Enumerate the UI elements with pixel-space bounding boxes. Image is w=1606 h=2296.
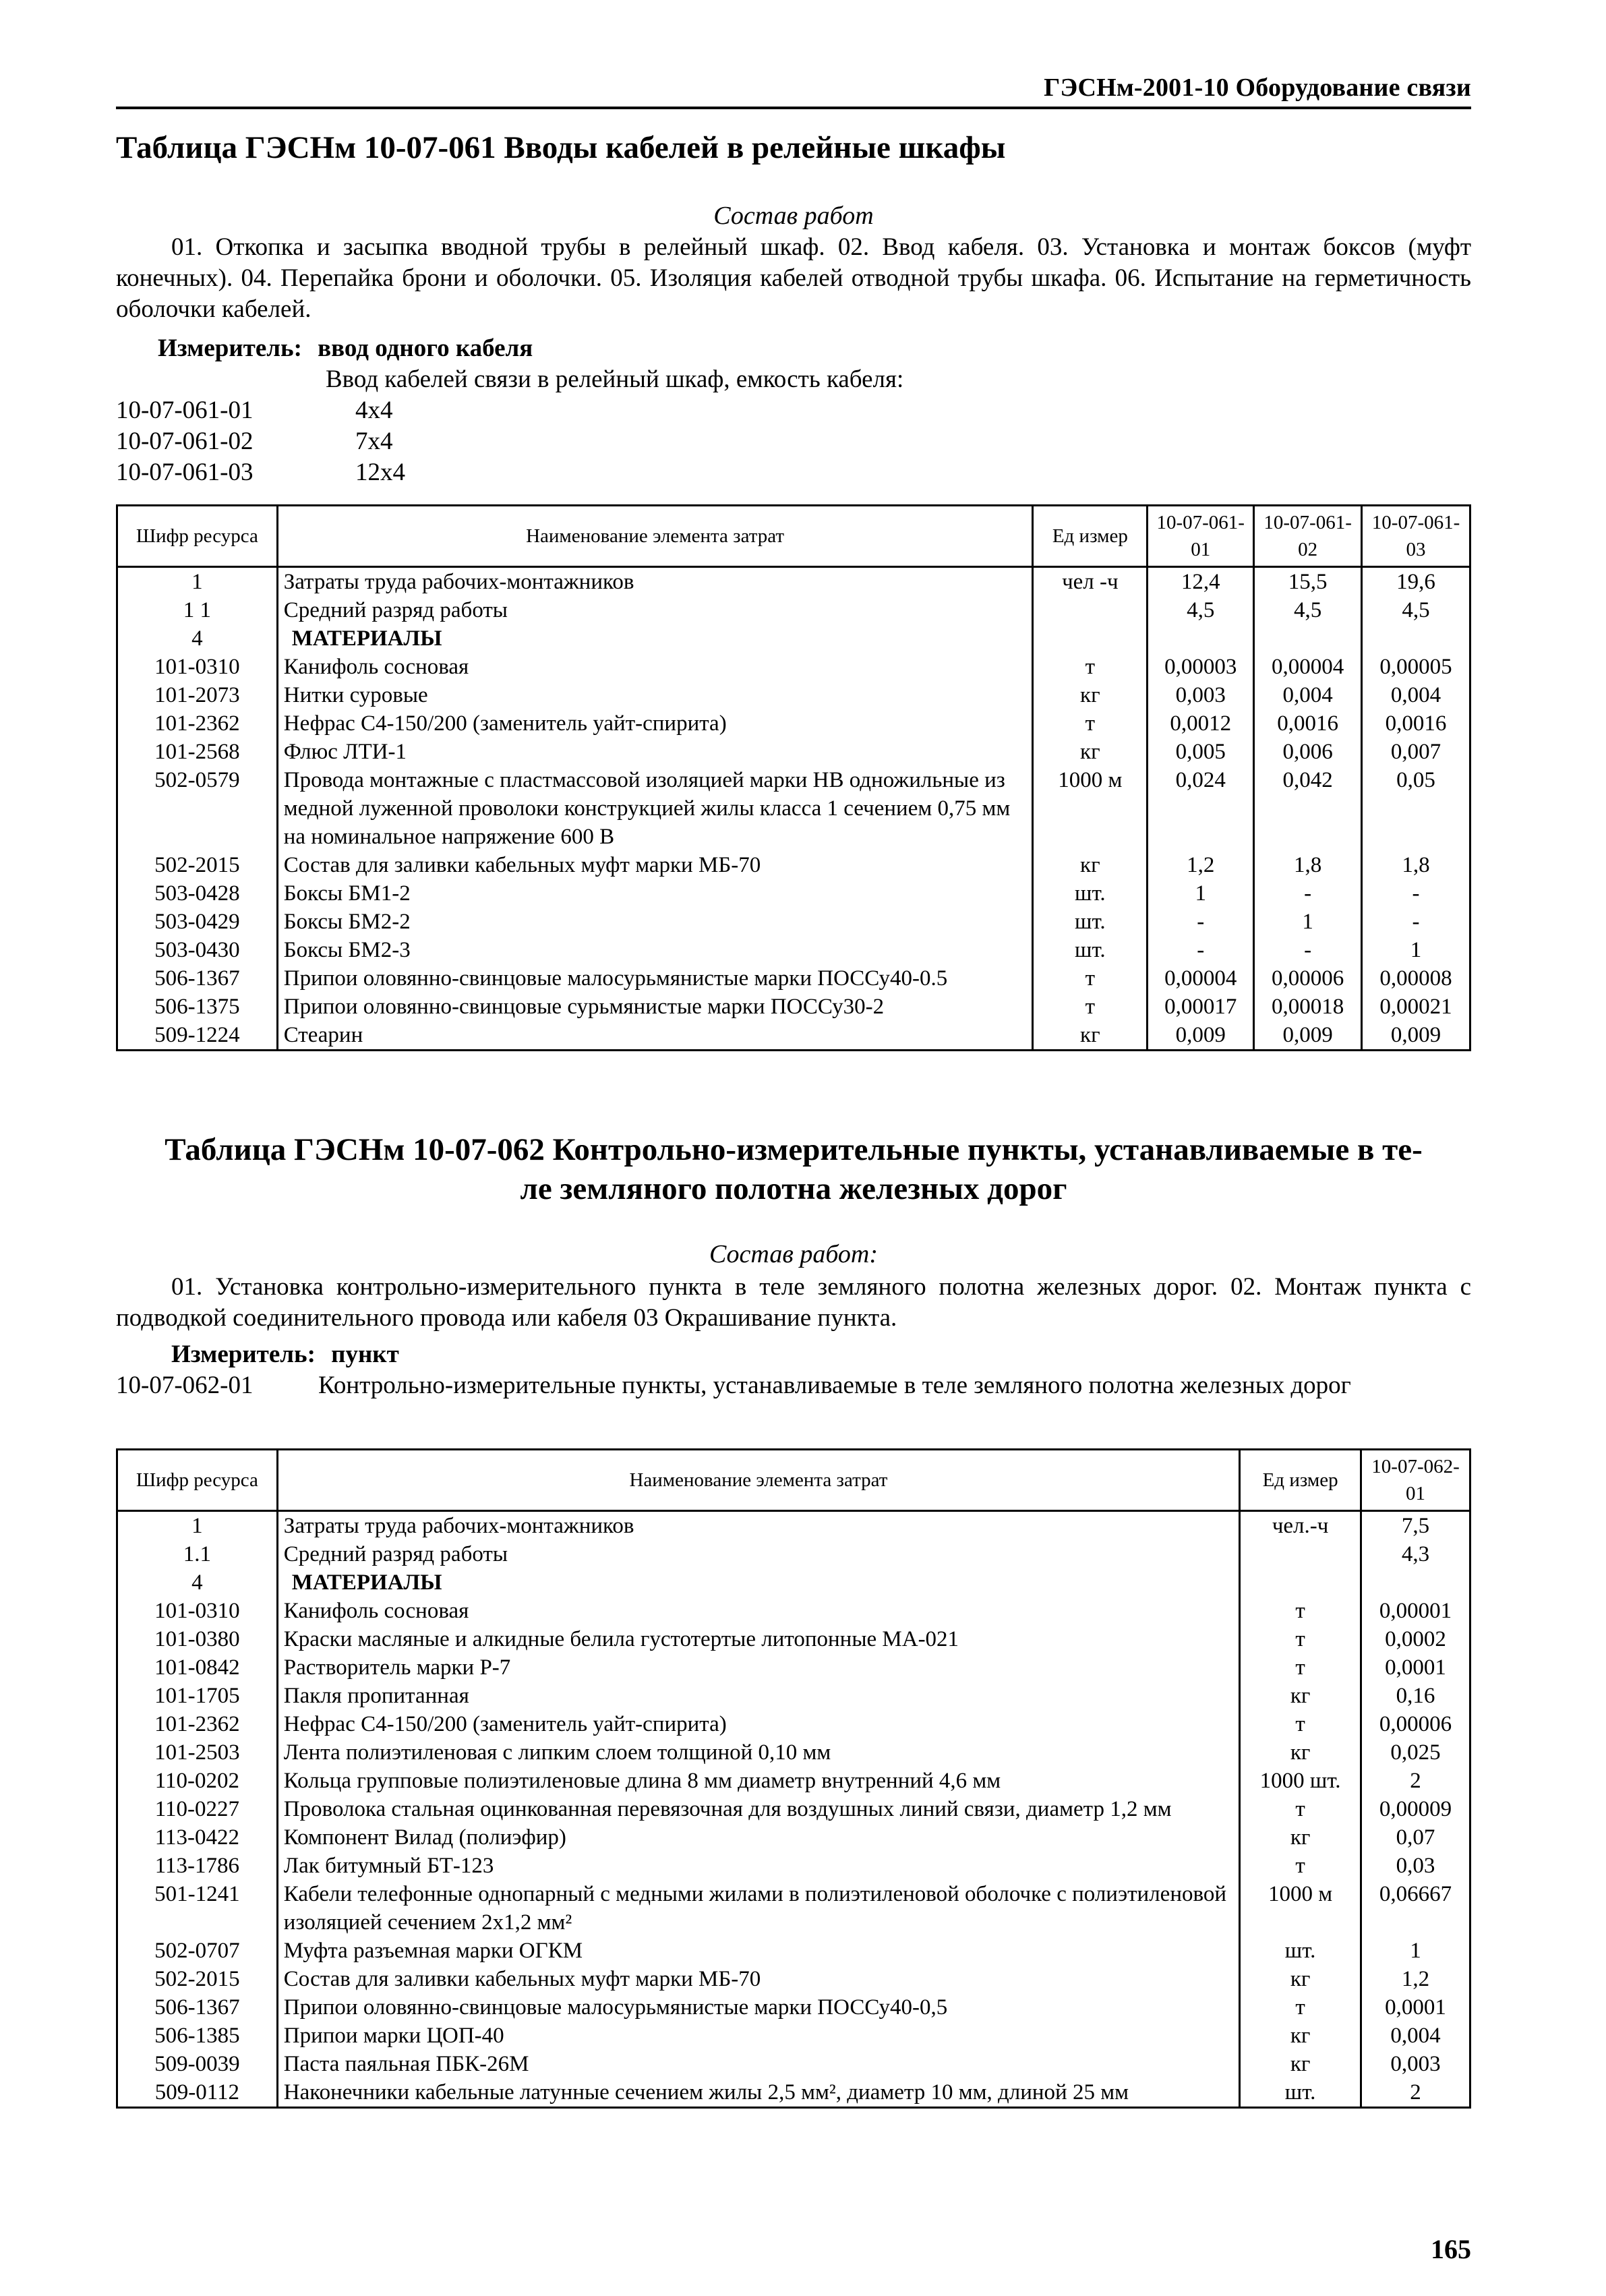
resource-name: Лак битумный БТ-123 [277, 1852, 1239, 1880]
table-row [117, 851, 1470, 879]
resource-unit: кг [1240, 1823, 1361, 1852]
table-row [117, 624, 1470, 653]
resource-code: 4 [117, 624, 278, 653]
resource-unit: т [1240, 1993, 1361, 2022]
meter-value: ввод одного кабеля [318, 334, 533, 362]
value-061-02: 4,5 [1254, 596, 1362, 624]
value-061-02: 1 [1254, 908, 1362, 936]
table-row [117, 2022, 1470, 2050]
resource-name: Краски масляные и алкидные белила густотертые литопонные МА-021 [277, 1625, 1239, 1653]
meter-label: Измеритель: [158, 334, 302, 362]
resource-code: 502-0579 [117, 766, 278, 851]
table2-resources [116, 1448, 1471, 2109]
table-row [117, 567, 1470, 597]
table-row [117, 908, 1470, 936]
resource-name: МАТЕРИАЛЫ [277, 624, 1033, 653]
table2-title-line1: Таблица ГЭСНм 10-07-062 Контрольно-измерительные пункты, устанавливаемые в те- [165, 1132, 1423, 1167]
value-062-01: 4,3 [1361, 1540, 1470, 1568]
resource-unit [1033, 596, 1148, 624]
resource-code: 506-1367 [117, 964, 278, 993]
variant-value: 4x4 [355, 396, 393, 424]
resource-code: 110-0202 [117, 1767, 278, 1795]
resource-name: Растворитель марки Р-7 [277, 1653, 1239, 1682]
table2-variant-code: 10-07-062-01 [116, 1372, 254, 1399]
value-062-01: 0,03 [1361, 1852, 1470, 1880]
resource-code: 501-1241 [117, 1880, 278, 1937]
value-061-03: 19,6 [1362, 567, 1470, 597]
variant-code: 10-07-061-03 [116, 459, 254, 486]
value-061-02: 0,042 [1254, 766, 1362, 851]
value-062-01: 0,00006 [1361, 1710, 1470, 1738]
value-061-02 [1254, 624, 1362, 653]
resource-unit: т [1240, 1653, 1361, 1682]
resource-code: 4 [117, 1568, 278, 1597]
value-061-03: 4,5 [1362, 596, 1470, 624]
resource-unit: т [1240, 1710, 1361, 1738]
resource-name: Состав для заливки кабельных муфт марки МБ-70 [277, 851, 1033, 879]
table1-resources [116, 504, 1471, 1051]
value-061-03: - [1362, 908, 1470, 936]
resource-code: 1.1 [117, 1540, 278, 1568]
resource-unit: шт. [1240, 2078, 1361, 2108]
resource-name: Стеарин [277, 1021, 1033, 1051]
table-row [117, 653, 1470, 681]
resource-name: Припои оловянно-свинцовые малосурьмянистые марки ПОССу40-0.5 [277, 964, 1033, 993]
resource-code: 113-0422 [117, 1823, 278, 1852]
resource-unit: шт. [1240, 1937, 1361, 1965]
value-062-01: 0,07 [1361, 1823, 1470, 1852]
table-row [117, 993, 1470, 1021]
meter-label: Измеритель: [171, 1341, 316, 1368]
resource-code: 110-0227 [117, 1795, 278, 1823]
page-number: 165 [1431, 2234, 1471, 2264]
resource-unit: кг [1033, 851, 1148, 879]
value-062-01: 0,0002 [1361, 1625, 1470, 1653]
resource-name: Боксы БМ2-2 [277, 908, 1033, 936]
resource-unit: т [1240, 1795, 1361, 1823]
value-061-02: 0,00006 [1254, 964, 1362, 993]
table-row [117, 1625, 1470, 1653]
value-061-02: 15,5 [1254, 567, 1362, 597]
resource-name: Проволока стальная оцинкованная перевязочная для воздушных линий связи, диаметр 1,2 мм [277, 1795, 1239, 1823]
value-061-03: 1,8 [1362, 851, 1470, 879]
resource-code: 1 [117, 1511, 278, 1541]
table2-meter [171, 1339, 399, 1370]
table-row [117, 879, 1470, 908]
resource-unit: 1000 м [1240, 1880, 1361, 1937]
resource-code: 1 [117, 567, 278, 597]
value-062-01: 0,025 [1361, 1738, 1470, 1767]
value-061-02: 0,00018 [1254, 993, 1362, 1021]
resource-unit: т [1033, 964, 1148, 993]
col-header-unit: Ед измер [1240, 1450, 1361, 1511]
value-062-01: 2 [1361, 1767, 1470, 1795]
table-row [117, 1993, 1470, 2022]
value-061-01: 4,5 [1148, 596, 1254, 624]
value-062-01: 0,0001 [1361, 1993, 1470, 2022]
table2-work-text: 01. Установка контрольно-измерительного пункта в теле земляного полотна железных дорог. 02. Монтаж пункта с подводкой соединительного провода или кабеля 03 Окрашивание пункта. [116, 1273, 1471, 1332]
resource-code: 101-1705 [117, 1682, 278, 1710]
resource-unit: 1000 м [1033, 766, 1148, 851]
resource-name: МАТЕРИАЛЫ [277, 1568, 1239, 1597]
value-061-03: 0,0016 [1362, 709, 1470, 738]
table-row [117, 1597, 1470, 1625]
resource-code: 101-0310 [117, 1597, 278, 1625]
table-row [117, 1852, 1470, 1880]
table-row [117, 936, 1470, 964]
resource-code: 503-0430 [117, 936, 278, 964]
table-row [117, 2078, 1470, 2108]
variant-value: 7x4 [355, 428, 393, 455]
resource-name: Компонент Вилад (полиэфир) [277, 1823, 1239, 1852]
table-row [117, 1568, 1470, 1597]
resource-name: Нитки суровые [277, 681, 1033, 709]
resource-name: Кабели телефонные однопарный с медными жилами в полиэтиленовой оболочке с полиэтиленовой изоляцией сечением 2х1,2 мм² [277, 1880, 1239, 1937]
col-header-code: Шифр ресурса [117, 1450, 278, 1511]
table-row [117, 1511, 1470, 1541]
resource-name: Припои оловянно-свинцовые сурьмянистые марки ПОССу30-2 [277, 993, 1033, 1021]
resource-unit: т [1033, 653, 1148, 681]
resource-code: 101-2073 [117, 681, 278, 709]
resource-code: 506-1367 [117, 1993, 278, 2022]
col-header-v1: 10-07-061-01 [1148, 506, 1254, 567]
resource-name: Канифоль сосновая [277, 653, 1033, 681]
resource-unit: т [1240, 1625, 1361, 1653]
value-061-02: 1,8 [1254, 851, 1362, 879]
value-061-02: - [1254, 879, 1362, 908]
table2-title-line2: ле земляного полотна железных дорог [520, 1171, 1067, 1206]
resource-unit: кг [1033, 1021, 1148, 1051]
resource-code: 506-1375 [117, 993, 278, 1021]
resource-code: 509-0112 [117, 2078, 278, 2108]
value-061-03: 0,00005 [1362, 653, 1470, 681]
value-061-01: 0,003 [1148, 681, 1254, 709]
value-061-01: 0,00003 [1148, 653, 1254, 681]
resource-name: Провода монтажные с пластмассовой изоляцией марки НВ одножильные из медной луженной проволоки конструкцией жилы класса 1 сечением 0,75 мм на номинальное напряжение 600 В [277, 766, 1033, 851]
table-row [117, 596, 1470, 624]
resource-unit: кг [1033, 681, 1148, 709]
table-row [117, 681, 1470, 709]
resource-name: Средний разряд работы [277, 596, 1033, 624]
resource-unit: кг [1240, 2050, 1361, 2078]
variant-code: 10-07-061-01 [116, 396, 254, 424]
resource-code: 509-0039 [117, 2050, 278, 2078]
value-061-01: - [1148, 936, 1254, 964]
value-062-01: 0,003 [1361, 2050, 1470, 2078]
value-061-01: 0,00004 [1148, 964, 1254, 993]
resource-code: 503-0428 [117, 879, 278, 908]
value-061-03: 0,00021 [1362, 993, 1470, 1021]
resource-name: Затраты труда рабочих-монтажников [277, 567, 1033, 597]
col-header-unit: Ед измер [1033, 506, 1148, 567]
resource-code: 503-0429 [117, 908, 278, 936]
meter-value: пункт [331, 1341, 399, 1368]
resource-name: Пакля пропитанная [277, 1682, 1239, 1710]
variant-code: 10-07-061-02 [116, 428, 254, 455]
resource-name: Нефрас С4-150/200 (заменитель уайт-спирита) [277, 709, 1033, 738]
table-row [117, 1653, 1470, 1682]
table-header-row [117, 506, 1470, 567]
resource-unit [1033, 624, 1148, 653]
table-row [117, 1682, 1470, 1710]
value-061-02: 0,009 [1254, 1021, 1362, 1051]
value-061-01: 1 [1148, 879, 1254, 908]
value-061-03 [1362, 624, 1470, 653]
value-061-01: 1,2 [1148, 851, 1254, 879]
value-062-01: 0,06667 [1361, 1880, 1470, 1937]
resource-name: Канифоль сосновая [277, 1597, 1239, 1625]
resource-code: 113-1786 [117, 1852, 278, 1880]
resource-name: Состав для заливки кабельных муфт марки МБ-70 [277, 1965, 1239, 1993]
table2-work-heading: Состав работ: [709, 1240, 879, 1268]
resource-code: 101-2568 [117, 738, 278, 766]
table-row [117, 709, 1470, 738]
resource-unit: кг [1240, 1738, 1361, 1767]
resource-code: 101-2362 [117, 1710, 278, 1738]
resource-name: Боксы БМ1-2 [277, 879, 1033, 908]
col-header-v2: 10-07-061-02 [1254, 506, 1362, 567]
value-061-02: 0,0016 [1254, 709, 1362, 738]
table-row [117, 1021, 1470, 1051]
value-061-01: - [1148, 908, 1254, 936]
resource-unit: кг [1240, 1965, 1361, 1993]
resource-unit: т [1240, 1597, 1361, 1625]
table-row [117, 2050, 1470, 2078]
value-062-01: 1,2 [1361, 1965, 1470, 1993]
resource-name: Паста паяльная ПБК-26М [277, 2050, 1239, 2078]
col-header-v1: 10-07-062-01 [1361, 1450, 1470, 1511]
col-header-v3: 10-07-061-03 [1362, 506, 1470, 567]
value-061-03: 0,007 [1362, 738, 1470, 766]
table-row [117, 738, 1470, 766]
resource-unit: чел.-ч [1240, 1511, 1361, 1541]
value-062-01: 0,00001 [1361, 1597, 1470, 1625]
resource-name: Кольца групповые полиэтиленовые длина 8 мм диаметр внутренний 4,6 мм [277, 1767, 1239, 1795]
value-062-01: 0,0001 [1361, 1653, 1470, 1682]
table1-variants-heading: Ввод кабелей связи в релейный шкаф, емкость кабеля: [326, 365, 904, 393]
resource-unit: 1000 шт. [1240, 1767, 1361, 1795]
resource-code: 1 1 [117, 596, 278, 624]
resource-code: 101-0380 [117, 1625, 278, 1653]
resource-code: 502-2015 [117, 851, 278, 879]
col-header-code: Шифр ресурса [117, 506, 278, 567]
resource-name: Наконечники кабельные латунные сечением жилы 2,5 мм², диаметр 10 мм, длиной 25 мм [277, 2078, 1239, 2108]
value-061-03: 0,05 [1362, 766, 1470, 851]
table-row [117, 1738, 1470, 1767]
resource-code: 506-1385 [117, 2022, 278, 2050]
resource-unit: кг [1240, 2022, 1361, 2050]
table1-meter [158, 333, 533, 364]
value-061-01 [1148, 624, 1254, 653]
resource-code: 502-0707 [117, 1937, 278, 1965]
value-062-01 [1361, 1568, 1470, 1597]
table2-variant-text: Контрольно-измерительные пункты, устанавливаемые в теле земляного полотна железных дорог [318, 1372, 1351, 1399]
resource-unit: шт. [1033, 936, 1148, 964]
col-header-name: Наименование элемента затрат [277, 506, 1033, 567]
resource-code: 101-2503 [117, 1738, 278, 1767]
resource-code: 502-2015 [117, 1965, 278, 1993]
value-062-01: 0,00009 [1361, 1795, 1470, 1823]
table-row [117, 964, 1470, 993]
value-062-01: 1 [1361, 1937, 1470, 1965]
value-062-01: 2 [1361, 2078, 1470, 2108]
table-row [117, 1965, 1470, 1993]
table-row [117, 1540, 1470, 1568]
table-header-row [117, 1450, 1470, 1511]
resource-unit: т [1033, 993, 1148, 1021]
resource-code: 101-0842 [117, 1653, 278, 1682]
table1-work-text: 01. Откопка и засыпка вводной трубы в релейный шкаф. 02. Ввод кабеля. 03. Установка и монтаж боксов (муфт конечных). 04. Перепайка брони и оболочки. 05. Изоляция кабелей отводной трубы шкафа. 06. Испытание на герметичность оболочки кабелей. [116, 233, 1471, 323]
resource-name: Припои оловянно-свинцовые малосурьмянистые марки ПОССу40-0,5 [277, 1993, 1239, 2022]
value-061-01: 0,005 [1148, 738, 1254, 766]
value-061-03: 0,00008 [1362, 964, 1470, 993]
value-061-01: 0,009 [1148, 1021, 1254, 1051]
value-061-03: 0,009 [1362, 1021, 1470, 1051]
table-row [117, 1795, 1470, 1823]
variant-value: 12x4 [355, 459, 405, 486]
table1-work-heading: Состав работ [713, 202, 874, 230]
value-061-01: 0,00017 [1148, 993, 1254, 1021]
resource-unit: т [1033, 709, 1148, 738]
resource-name: Лента полиэтиленовая с липким слоем толщиной 0,10 мм [277, 1738, 1239, 1767]
value-061-02: 0,004 [1254, 681, 1362, 709]
value-061-02: 0,006 [1254, 738, 1362, 766]
resource-name: Нефрас С4-150/200 (заменитель уайт-спирита) [277, 1710, 1239, 1738]
table-row [117, 1710, 1470, 1738]
value-061-02: - [1254, 936, 1362, 964]
value-061-03: - [1362, 879, 1470, 908]
resource-name: Затраты труда рабочих-монтажников [277, 1511, 1239, 1541]
resource-code: 101-2362 [117, 709, 278, 738]
value-061-01: 0,024 [1148, 766, 1254, 851]
value-061-01: 12,4 [1148, 567, 1254, 597]
resource-unit: кг [1240, 1682, 1361, 1710]
value-062-01: 7,5 [1361, 1511, 1470, 1541]
resource-unit: шт. [1033, 908, 1148, 936]
resource-code: 509-1224 [117, 1021, 278, 1051]
table-row [117, 766, 1470, 851]
resource-name: Средний разряд работы [277, 1540, 1239, 1568]
header-rule [116, 107, 1471, 109]
table1-title: Таблица ГЭСНм 10-07-061 Вводы кабелей в релейные шкафы [116, 130, 1006, 165]
resource-code: 101-0310 [117, 653, 278, 681]
resource-name: Флюс ЛТИ-1 [277, 738, 1033, 766]
resource-unit: чел -ч [1033, 567, 1148, 597]
value-061-03: 0,004 [1362, 681, 1470, 709]
value-062-01: 0,16 [1361, 1682, 1470, 1710]
value-062-01: 0,004 [1361, 2022, 1470, 2050]
resource-unit [1240, 1568, 1361, 1597]
running-header: ГЭСНм-2001-10 Оборудование связи [1044, 73, 1471, 102]
resource-unit: кг [1033, 738, 1148, 766]
col-header-name: Наименование элемента затрат [277, 1450, 1239, 1511]
resource-name: Припои марки ЦОП-40 [277, 2022, 1239, 2050]
resource-name: Боксы БМ2-3 [277, 936, 1033, 964]
resource-name: Муфта разъемная марки ОГКМ [277, 1937, 1239, 1965]
table-row [117, 1823, 1470, 1852]
table-row [117, 1767, 1470, 1795]
value-061-01: 0,0012 [1148, 709, 1254, 738]
resource-unit: шт. [1033, 879, 1148, 908]
resource-unit [1240, 1540, 1361, 1568]
resource-unit: т [1240, 1852, 1361, 1880]
table-row [117, 1937, 1470, 1965]
table-row [117, 1880, 1470, 1937]
value-061-02: 0,00004 [1254, 653, 1362, 681]
value-061-03: 1 [1362, 936, 1470, 964]
